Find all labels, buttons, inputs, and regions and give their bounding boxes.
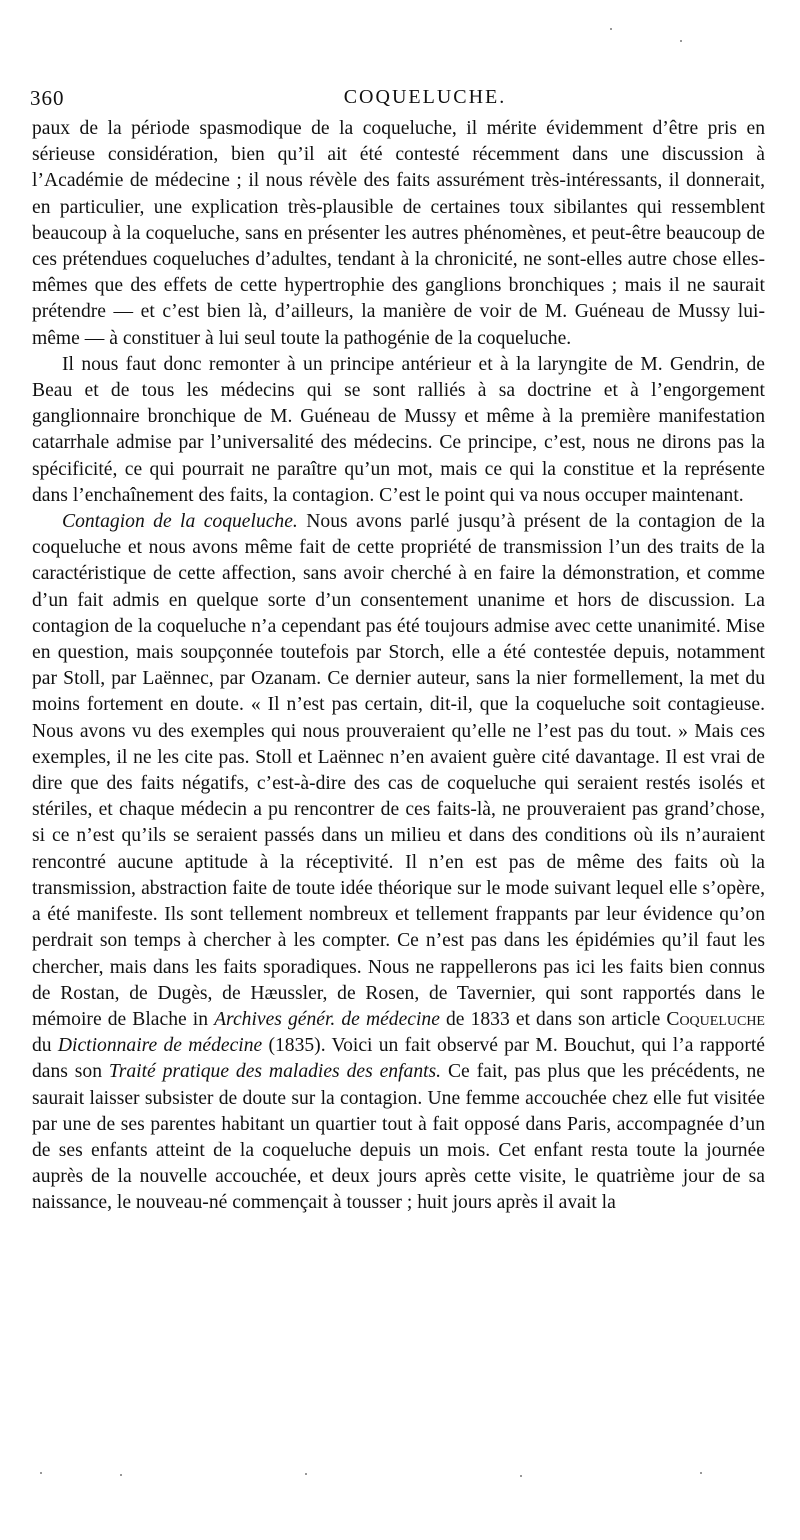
paragraph-3: [32, 509, 765, 1216]
page-header: [30, 86, 780, 112]
scan-speck: [120, 1474, 122, 1476]
page-number: 360: [30, 86, 65, 110]
citation-coqueluche: Coqueluche: [666, 1008, 765, 1030]
paragraph-3-text-1: Nous avons parlé jusqu’à présent de la contagion de la coqueluche et nous avons même fait de cette propriété de transmission l’un des traits de la caractéristique de cette affection, sans avoir cherché à en faire la démonstration, et comme d’un fait admis en quelque sorte d’un consentement unanime et hors de discussion. La contagion de la coqueluche n’a cependant pas été toujours admise avec cette unanimité. Mise en question, mais soupçonnée toutefois par Storch, elle a été contestée depuis, notamment par Stoll, par Laënnec, par Ozanam. Ce dernier auteur, sans la nier formellement, la met du moins fortement en doute. « Il n’est pas certain, dit-il, que la coqueluche soit contagieuse. Nous avons vu des exemples qui nous prouveraient qu’elle ne l’est pas du tout. » Mais ces exemples, il ne les cite pas. Stoll et Laënnec n’en avaient guère cité davantage. Il est vrai de dire que des faits négatifs, c’est-à-dire des cas de coqueluche qui seraient restés isolés et stériles, et chaque médecin a pu rencontrer de ces faits-là, ne prouveraient pas grand’chose, si ce n’est qu’ils se seraient passés dans un milieu et dans des conditions où ils n’auraient rencontré aucune aptitude à la réceptivité. Il n’en est pas de même des faits où la transmission, abstraction faite de toute idée théorique sur le mode suivant lequel elle s’opère, a été manifeste. Ils sont tellement nombreux et tellement frappants par leur évidence qu’on perdrait son temps à chercher à les compter. Ce n’est pas dans les épidémies qu’il faut les chercher, mais dans les faits sporadiques. Nous ne rappellerons pas ici les faits bien connus de Rostan, de Dugès, de Hæussler, de Rosen, de Tavernier, qui sont rapportés dans le mémoire de Blache in: [32, 511, 765, 1030]
paragraph-3-text-3: du: [32, 1035, 58, 1057]
paragraph-3-text-4: (1835). Voici un fait observé par M. Bouchut, qui l’a rapporté dans son: [32, 1035, 765, 1083]
scan-speck: [305, 1473, 307, 1475]
scan-speck: [40, 1472, 42, 1474]
body-text: [32, 116, 765, 1217]
scan-speck: [610, 28, 612, 30]
paragraph-3-text-2: de 1833 et dans son article: [439, 1008, 667, 1030]
scan-speck: [700, 1472, 702, 1474]
citation-archives: Archives génér. de médecine: [214, 1008, 440, 1030]
scan-speck: [680, 40, 682, 42]
citation-dictionnaire: Dictionnaire de médecine: [57, 1035, 263, 1057]
section-heading-contagion: Contagion de la coqueluche.: [62, 511, 298, 533]
running-title: COQUELUCHE.: [343, 86, 507, 108]
paragraph-2: Il nous faut donc remonter à un principe antérieur et à la laryngite de M. Gendrin, de Beau et de tous les médecins qui se sont ralliés à sa doctrine et à l’engorgement ganglionnaire bronchique de M. Guéneau de Mussy et même à la première manifestation catarrhale admise par l’universalité des médecins. Ce principe, c’est, nous ne dirons pas la spécificité, ce qui pourrait ne paraître qu’un mot, mais ce qui la constitue et la représente dans l’enchaînement des faits, la contagion. C’est le point qui va nous occuper maintenant.: [32, 353, 765, 506]
paragraph-1: paux de la période spasmodique de la coqueluche, il mérite évidemment d’être pris en sérieuse considération, bien qu’il ait été contesté récemment dans une discussion à l’Académie de médecine ; il nous révèle des faits assurément très-intéressants, il donnerait, en particulier, une explication très-plausible de certaines toux sibilantes qui ressemblent beaucoup à la coqueluche, sans en présenter les autres phénomènes, et peut-être beaucoup de ces prétendues coqueluches d’adultes, tendant à la chronicité, ne sont-elles autre chose elles-mêmes que des effets de cette hypertrophie des ganglions bronchiques ; mais il ne saurait prétendre — et c’est bien là, d’ailleurs, la manière de voir de M. Guéneau de Mussy lui-même — à constituer à lui seul toute la pathogénie de la coqueluche.: [32, 118, 765, 349]
scan-speck: [520, 1475, 522, 1477]
paragraph-3-text-5: Ce fait, pas plus que les précédents, ne saurait laisser subsister de doute sur la contagion. Une femme accouchée chez elle fut visitée par une de ses parentes habitant un quartier tout à fait opposé dans Paris, accompagnée d’un de ses enfants atteint de la coqueluche depuis un mois. Cet enfant resta toute la journée auprès de la nouvelle accouchée, et deux jours après cette visite, le quatrième jour de sa naissance, le nouveau-né commençait à tousser ; huit jours après il avait la: [32, 1061, 765, 1214]
citation-traite: Traité pratique des maladies des enfants.: [108, 1061, 442, 1083]
